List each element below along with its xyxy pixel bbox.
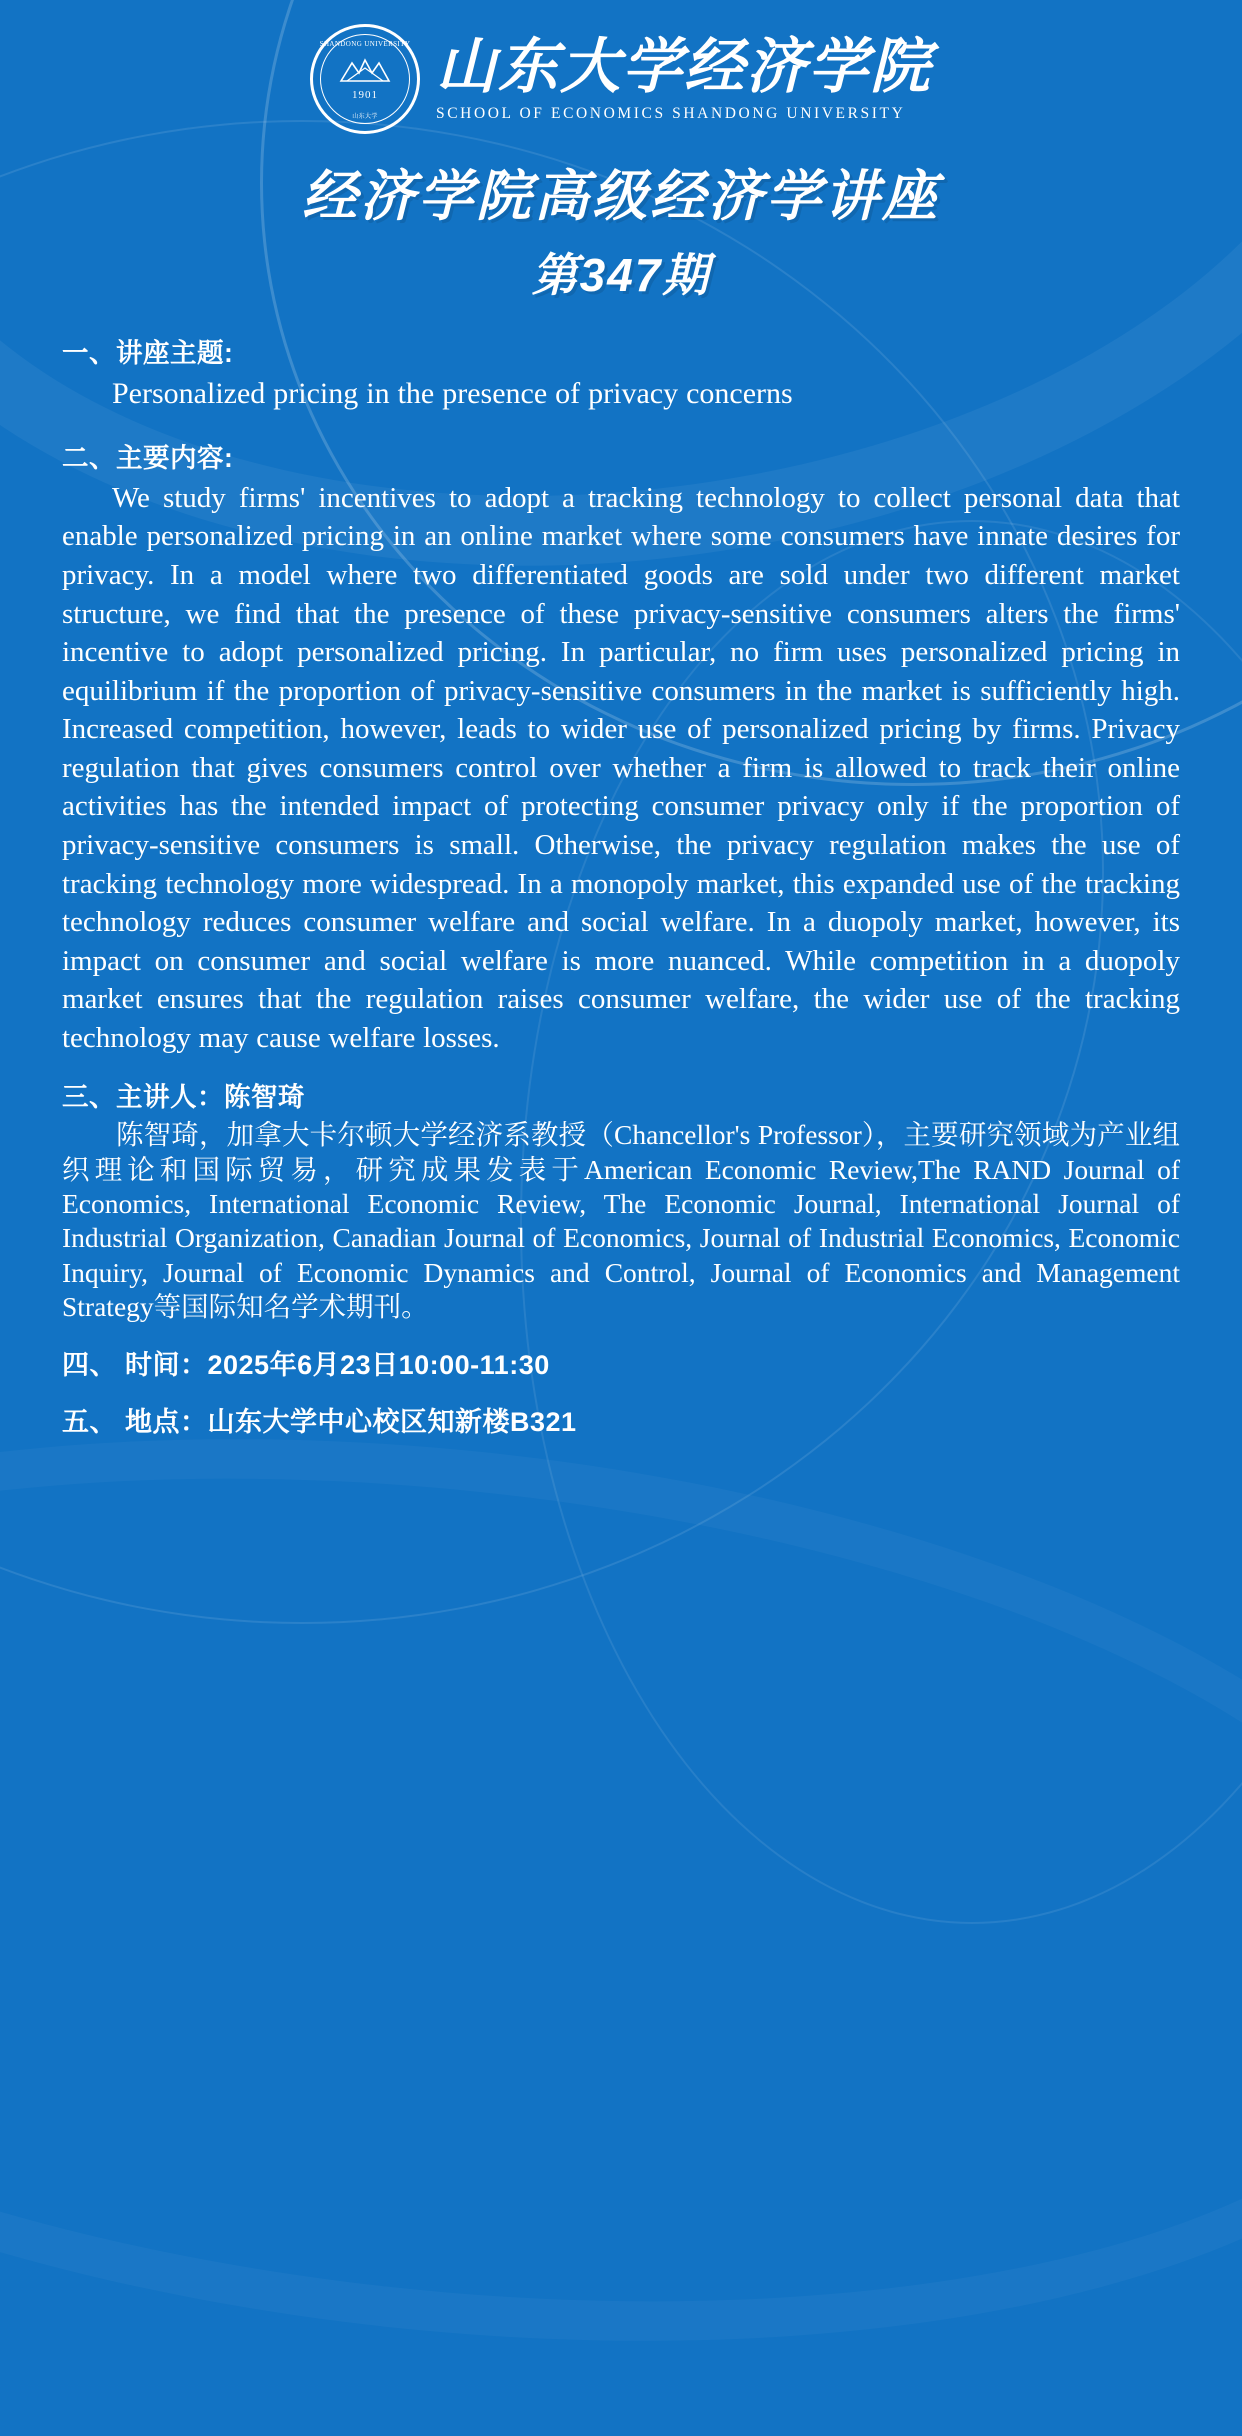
lecture-topic: Personalized pricing in the presence of privacy concerns — [112, 377, 793, 410]
section-heading-speaker: 三、主讲人：陈智琦 — [62, 1082, 305, 1113]
section-heading-content: 二、主要内容: — [62, 442, 234, 473]
page-title: 经济学院高级经济学讲座 — [301, 165, 940, 227]
seal-bottom-text: 山东大学 — [352, 114, 378, 120]
lecture-location: 五、 地点：山东大学中心校区知新楼B321 — [62, 1406, 577, 1437]
lecture-time: 四、 时间：2025年6月23日10:00-11:30 — [62, 1349, 550, 1380]
speaker-biography: 陈智琦，加拿大卡尔顿大学经济系教授（Chancellor's Professor），主要研究领域为产业组织理论和国际贸易，研究成果发表于American Economic Review,The RAND Journal of Economics, International Economic Review, The Economic Journal, International Journal of Industrial Organization, Canadian Journal of Economics, Journal of Industrial Economics, Economic Inquiry, Journal of Economic Dynamics and Control, Journal of Economics and Management Strategy等国际知名学术期刊。 — [62, 1119, 1180, 1323]
university-seal-icon — [310, 24, 420, 134]
mountain-icon — [339, 57, 391, 83]
section-heading-topic: 一、讲座主题: — [62, 338, 234, 368]
university-logo — [0, 0, 1242, 134]
seal-top-text: SHANDONG UNIVERSITY — [319, 40, 411, 48]
lecture-abstract: We study firms' incentives to adopt a tracking technology to collect personal data that enable personalized pricing in an online market where some consumers have innate desires for privacy. In a model where two differentiated goods are sold under two different market structure, we find that the presence of these privacy‑sensitive consumers alters the firms' incentive to adopt personalized pricing. In particular, no firm uses personalized pricing in equilibrium if the proportion of privacy‑sensitive consumers in the market is sufficiently high. Increased competition, however, leads to wider use of personalized pricing by firms. Privacy regulation that gives consumers control over whether a firm is allowed to track their online activities has the intended impact of protecting consumer privacy only if the proportion of privacy‑sensitive consumers is small. Otherwise, the privacy regulation makes the use of tracking technology more widespread. In a monopoly market, this expanded use of the tracking technology reduces consumer welfare and social welfare. In a duopoly market, however, its impact on consumer and social welfare is more nuanced. While competition in a duopoly market ensures that the regulation raises consumer welfare, the wider use of the tracking technology may cause welfare losses. — [62, 481, 1180, 1054]
logo-name-cn: 山东大学经济学院 — [436, 33, 932, 100]
page-subtitle: 第347期 — [531, 249, 711, 301]
poster-content — [0, 305, 1242, 1439]
logo-name-en: SCHOOL OF ECONOMICS SHANDONG UNIVERSITY — [436, 104, 906, 122]
logo-wordmark — [436, 33, 932, 123]
seal-year: 1901 — [352, 89, 378, 101]
